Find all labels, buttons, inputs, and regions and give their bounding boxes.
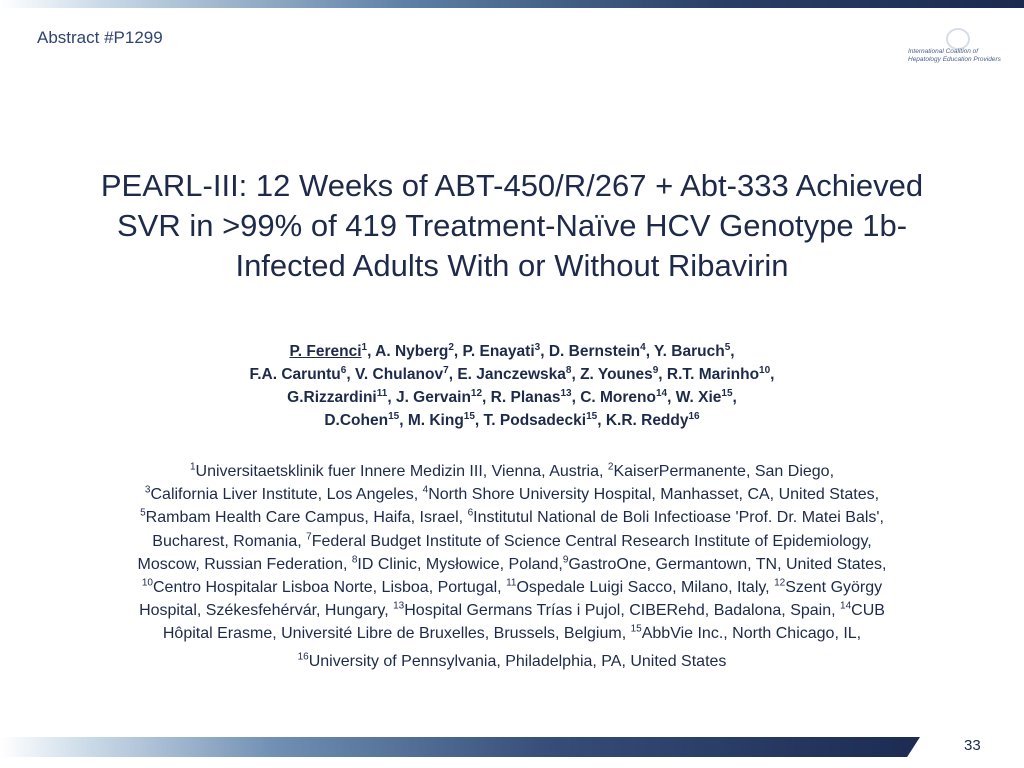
affiliation-number: 2 <box>607 461 614 473</box>
affiliation-list <box>40 460 984 673</box>
author-separator: , <box>346 366 355 383</box>
author-separator: , <box>571 389 581 406</box>
author-separator: , <box>597 412 606 429</box>
author-separator: , <box>540 343 549 360</box>
author-name: M. King <box>407 412 464 429</box>
author-separator: , <box>667 389 676 406</box>
author-separator: , <box>645 343 655 360</box>
author-separator: , <box>571 366 581 383</box>
logo-text <box>908 48 1018 64</box>
author-separator: , <box>474 412 484 429</box>
affiliation-text: Universitaetsklinik fuer Innere Medizin III, Vienna, Austria, <box>195 463 608 480</box>
affiliation-line-4 <box>40 530 984 553</box>
author-separator: , <box>658 366 667 383</box>
affiliation-text: GastroOne, Germantown, TN, United States, <box>568 555 887 573</box>
bottom-decorative-bar <box>0 737 920 757</box>
author-line-2 <box>40 363 984 386</box>
affiliation-text: Szent György <box>785 579 883 597</box>
affiliation-number: 14 <box>840 600 852 612</box>
author-name: G.Rizzardini <box>287 389 377 406</box>
author-name: K.R. Reddy <box>605 412 689 429</box>
affiliation-text: ID Clinic, Mysłowice, Poland, <box>357 555 563 573</box>
author-affiliation-number: 16 <box>688 410 700 422</box>
author-affiliation-number: 14 <box>655 387 668 399</box>
author-affiliation-number: 1 <box>361 341 368 353</box>
author-affiliation-number: 11 <box>376 387 388 399</box>
author-list <box>40 340 984 432</box>
slide-title <box>40 166 984 286</box>
author-line-4 <box>40 409 984 432</box>
affiliation-number: 8 <box>351 554 358 566</box>
affiliation-number: 1 <box>189 461 196 473</box>
affiliation-text: California Liver Institute, Los Angeles, <box>150 486 423 504</box>
title-line-3: Infected Adults With or Without Ribavirin <box>235 248 789 283</box>
author-name: R. Planas <box>490 389 561 406</box>
affiliation-text: Ospedale Luigi Sacco, Milano, Italy, <box>516 579 775 597</box>
author-affiliation-number: 15 <box>388 410 400 422</box>
author-line-3 <box>40 386 984 409</box>
top-decorative-bar <box>0 0 1024 8</box>
affiliation-number: 11 <box>506 577 517 589</box>
author-affiliation-number: 3 <box>534 341 541 353</box>
affiliation-number: 7 <box>306 531 312 543</box>
author-separator: , <box>482 389 491 406</box>
author-name: Z. Younes <box>580 366 653 383</box>
author-name: P. Enayati <box>462 343 535 360</box>
author-affiliation-number: 4 <box>640 341 646 353</box>
author-affiliation-number: 12 <box>470 387 483 399</box>
affiliation-line-6 <box>40 576 984 599</box>
author-name: D. Bernstein <box>548 343 641 360</box>
affiliation-text: Centro Hospitalar Lisboa Norte, Lisboa, Portugal, <box>152 579 507 597</box>
author-name: P. Ferenci <box>289 343 362 360</box>
affiliation-text: AbbVie Inc., North Chicago, IL, <box>641 625 862 643</box>
author-affiliation-number: 10 <box>759 364 771 376</box>
affiliation-text: CUB <box>851 602 885 620</box>
affiliation-number: 15 <box>630 624 642 636</box>
iche-logo <box>908 28 1018 70</box>
abstract-label: Abstract #P1299 <box>37 28 163 47</box>
author-affiliation-number: 8 <box>565 364 572 376</box>
author-name: E. Janczewska <box>457 366 566 383</box>
author-name: W. Xie <box>675 389 722 406</box>
affiliation-line-5 <box>40 553 984 576</box>
author-name: Y. Baruch <box>654 343 725 360</box>
affiliation-text: Hospital, Székesfehérvár, Hungary, <box>139 602 394 620</box>
author-separator: , <box>453 343 463 360</box>
title-line-1: PEARL-III: 12 Weeks of ABT-450/R/267 + Abt-333 Achieved <box>100 168 924 203</box>
logo-mark-icon <box>946 28 970 50</box>
affiliation-number: 3 <box>144 484 151 496</box>
affiliation-number: 6 <box>467 508 474 520</box>
author-affiliation-number: 6 <box>340 364 347 376</box>
affiliation-text: Institutul National de Boli Infectioase 'Prof. Dr. Matei Bals', <box>473 509 884 527</box>
logo-text-line1: International Coalition of <box>908 48 979 55</box>
affiliation-line-8 <box>40 622 984 645</box>
author-affiliation-number: 13 <box>560 387 572 399</box>
author-affiliation-number: 15 <box>586 410 598 422</box>
author-name: R.T. Marinho <box>666 366 760 383</box>
logo-text-line2: Hepatology Education Providers <box>908 56 1001 63</box>
affiliation-number: 10 <box>141 577 153 589</box>
author-name: V. Chulanov <box>354 366 444 383</box>
author-separator: , <box>448 366 458 383</box>
author-name: T. Podsadecki <box>483 412 587 429</box>
author-affiliation-number: 9 <box>652 364 659 376</box>
affiliation-number: 13 <box>393 600 405 612</box>
affiliation-line-7 <box>40 599 984 622</box>
affiliation-number: 16 <box>297 651 309 663</box>
affiliation-text: KaiserPermanente, San Diego, <box>613 463 835 480</box>
author-affiliation-number: 2 <box>448 341 454 353</box>
author-separator: , <box>399 412 408 429</box>
author-name: C. Moreno <box>580 389 656 406</box>
author-affiliation-number: 15 <box>721 387 733 399</box>
affiliation-text: Hospital Germans Trías i Pujol, CIBERehd, Badalona, Spain, <box>404 602 841 620</box>
author-name: F.A. Caruntu <box>249 366 341 383</box>
affiliation-line-3 <box>40 506 984 529</box>
affiliation-text: North Shore University Hospital, Manhasset, CA, United States, <box>428 486 880 504</box>
author-affiliation-number: 5 <box>724 341 731 353</box>
author-separator: , <box>387 389 396 406</box>
author-separator: , <box>732 389 737 406</box>
author-name: J. Gervain <box>395 389 471 406</box>
affiliation-number: 5 <box>140 508 146 520</box>
affiliation-text: Rambam Health Care Campus, Haifa, Israel, <box>145 509 468 527</box>
affiliation-text: University of Pennsylvania, Philadelphia, PA, United States <box>308 652 727 670</box>
author-line-1 <box>40 340 984 363</box>
author-affiliation-number: 15 <box>463 410 475 422</box>
affiliation-line-1 <box>40 460 984 483</box>
affiliation-number: 12 <box>774 577 786 589</box>
affiliation-line-9 <box>40 650 984 673</box>
affiliation-text: Moscow, Russian Federation, <box>137 555 352 573</box>
author-separator: , <box>730 343 735 360</box>
affiliation-text: Hôpital Erasme, Université Libre de Bruxelles, Brussels, Belgium, <box>162 625 631 643</box>
author-name: D.Cohen <box>324 412 389 429</box>
affiliation-line-2 <box>40 483 984 506</box>
author-name: A. Nyberg <box>375 343 449 360</box>
author-separator: , <box>367 343 376 360</box>
page-number: 33 <box>964 737 981 754</box>
affiliation-number: 9 <box>562 554 569 566</box>
title-line-2: SVR in >99% of 419 Treatment-Naïve HCV Genotype 1b- <box>116 208 908 243</box>
author-affiliation-number: 7 <box>443 364 449 376</box>
affiliation-number: 4 <box>422 484 429 496</box>
affiliation-text: Bucharest, Romania, <box>152 532 307 550</box>
author-separator: , <box>770 366 775 383</box>
affiliation-text: Federal Budget Institute of Science Central Research Institute of Epidemiology, <box>311 532 872 550</box>
